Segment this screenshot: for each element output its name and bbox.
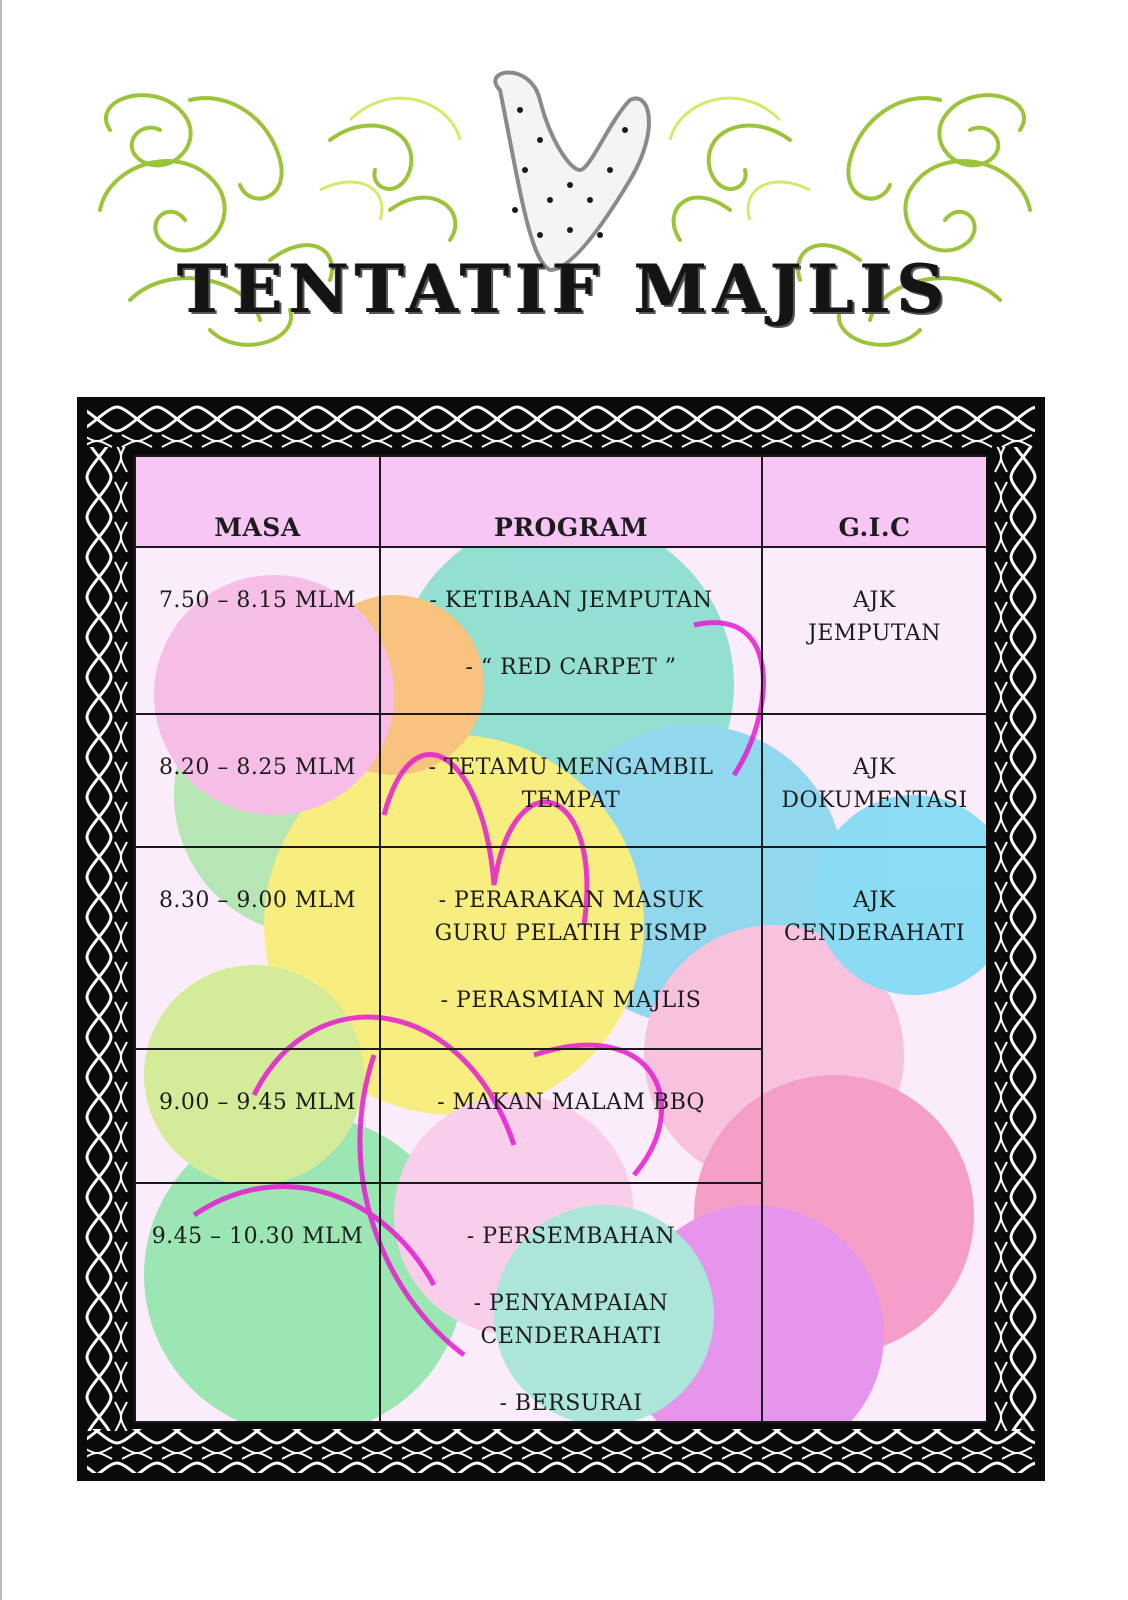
schedule-panel: [134, 455, 986, 1423]
program-cell: [380, 547, 762, 714]
table-row: [135, 547, 986, 714]
program-item: - MAKAN MALAM BBQ: [437, 1090, 705, 1115]
page-edge: [0, 0, 2, 1600]
gic-line: CENDERAHATI: [783, 921, 966, 946]
masa-cell: [135, 547, 380, 714]
page-title: TENTATIF MAJLIS: [177, 250, 951, 328]
program-item: GURU PELATIH PISMP: [434, 921, 708, 946]
masa-text: 8.30 – 9.00 MLM: [158, 888, 357, 913]
header-masa: MASA: [135, 456, 380, 547]
header-gic: G.I.C: [762, 456, 986, 547]
table-row: [135, 847, 986, 1049]
masa-cell: [135, 847, 380, 1049]
masa-cell: [135, 1049, 380, 1183]
gic-cell: [762, 714, 986, 847]
program-item: TEMPAT: [521, 788, 621, 813]
program-item: - PERARAKAN MASUK: [438, 888, 704, 913]
header-program: PROGRAM: [380, 456, 762, 547]
program-cell: [380, 847, 762, 1049]
program-item: - PERSEMBAHAN: [466, 1224, 676, 1249]
program-item: - KETIBAAN JEMPUTAN: [429, 588, 713, 613]
program-item: - BERSURAI: [499, 1391, 643, 1416]
program-cell: [380, 714, 762, 847]
gic-line: AJK: [853, 755, 896, 780]
masa-text: 8.20 – 8.25 MLM: [158, 755, 357, 780]
program-cell: [380, 1183, 762, 1422]
gic-line: AJK: [853, 588, 896, 613]
program-item: - PENYAMPAIAN: [473, 1291, 669, 1316]
gic-cell: [762, 847, 986, 1422]
celtic-frame: [77, 397, 1045, 1481]
program-item: - “ RED CARPET ”: [465, 655, 677, 680]
masa-cell: [135, 714, 380, 847]
masa-cell: [135, 1183, 380, 1422]
program-item: - PERASMIAN MAJLIS: [440, 988, 702, 1013]
program-cell: [380, 1049, 762, 1183]
gic-line: DOKUMENTASI: [781, 788, 968, 813]
table-header-row: [135, 456, 986, 547]
masa-text: 9.45 – 10.30 MLM: [151, 1224, 364, 1249]
gic-cell: [762, 547, 986, 714]
heart-icon: [495, 73, 649, 271]
masa-text: 9.00 – 9.45 MLM: [158, 1090, 357, 1115]
table-row: [135, 714, 986, 847]
program-item: CENDERAHATI: [480, 1324, 662, 1349]
masa-text: 7.50 – 8.15 MLM: [158, 588, 357, 613]
gic-line: AJK: [853, 888, 896, 913]
program-item: - TETAMU MENGAMBIL: [428, 755, 714, 780]
gic-line: JEMPUTAN: [808, 621, 941, 646]
schedule-table: [134, 455, 986, 1423]
